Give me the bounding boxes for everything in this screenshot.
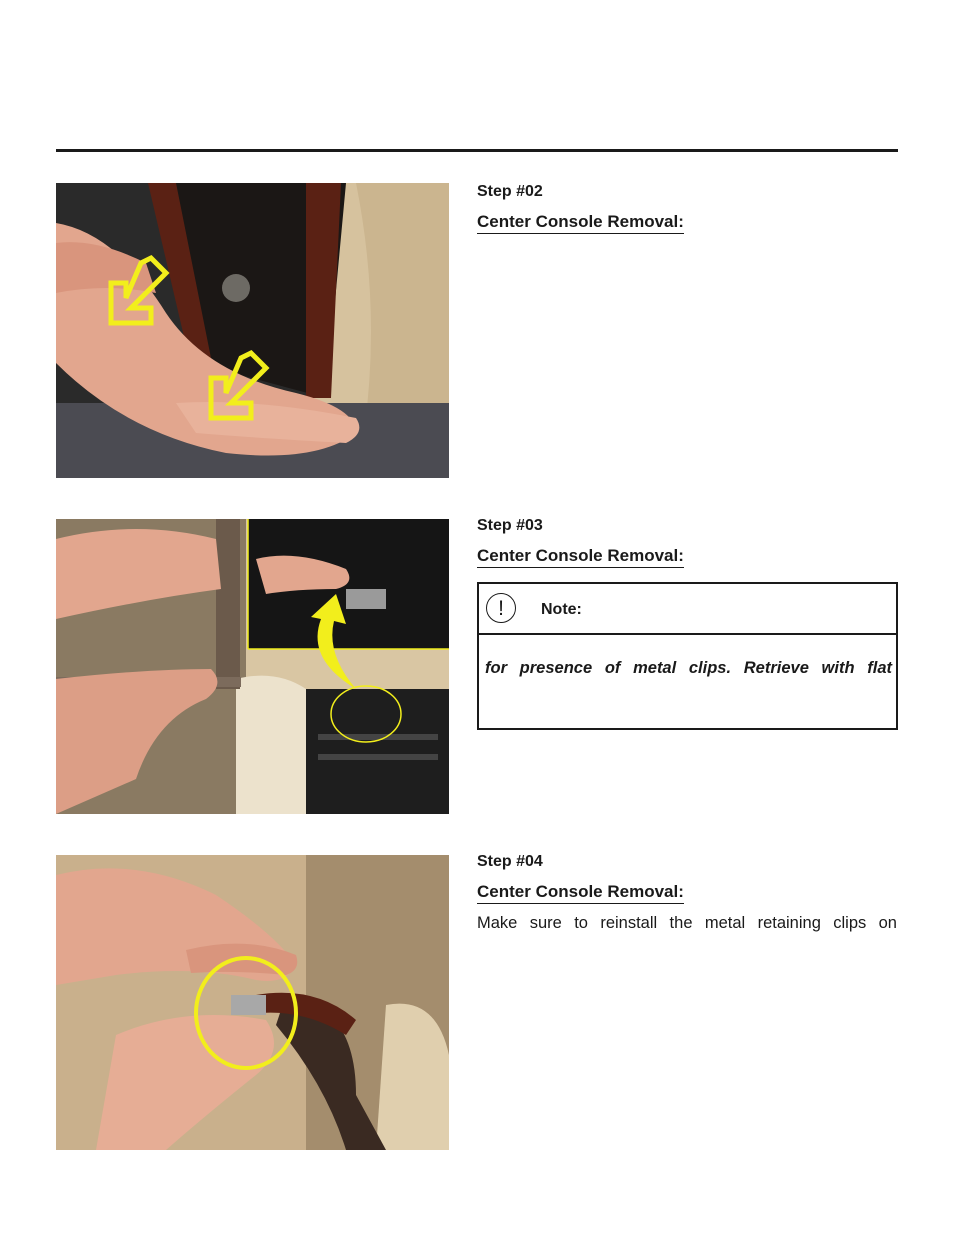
- note-box: [477, 582, 898, 730]
- header-rule: [56, 149, 898, 152]
- note-text: for presence of metal clips. Retrieve with flat: [485, 659, 892, 677]
- step-04-label: Step #04: [477, 853, 543, 870]
- step-04-title: Center Console Removal:: [477, 882, 684, 904]
- step-03-photo: [56, 519, 449, 814]
- note-header: [479, 584, 896, 635]
- step-03-title: Center Console Removal:: [477, 546, 684, 568]
- note-title: Note:: [541, 601, 582, 618]
- step-03-label: Step #03: [477, 517, 543, 534]
- step-02-photo: [56, 183, 449, 478]
- step-04-text: Make sure to reinstall the metal retaining clips on: [477, 914, 897, 932]
- step-04-photo: [56, 855, 449, 1150]
- exclamation-icon: !: [486, 593, 516, 623]
- step-02-title: Center Console Removal:: [477, 212, 684, 234]
- step-02-label: Step #02: [477, 183, 543, 200]
